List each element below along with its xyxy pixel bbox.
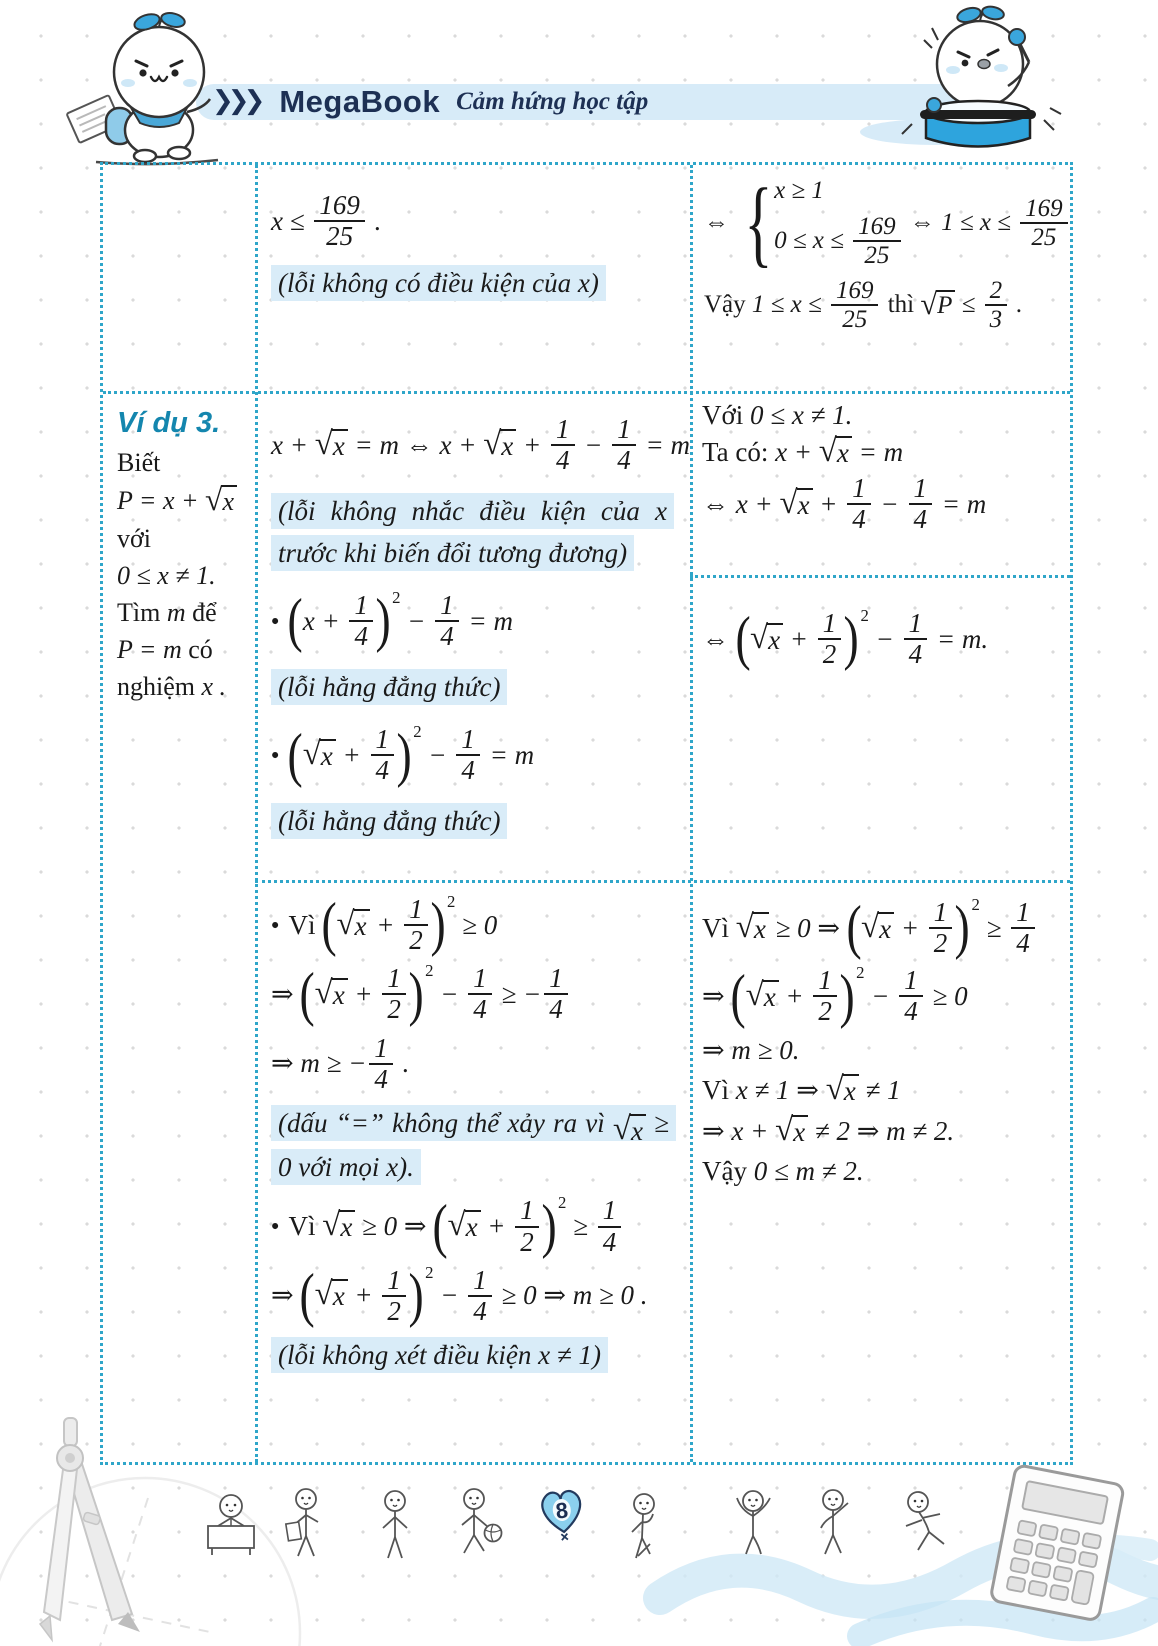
math-line: ⇒ ( √ x + $\frac{1}{2}$ ) 2 − $\frac{1}{4}$ ≥ − $\frac{1}{4}$ xyxy=(271,964,676,1024)
error-note: (lỗi không có điều kiện của x) xyxy=(271,263,672,305)
math-line: ● Vì ( √ x + $\frac{1}{2}$ ) 2 ≥ 0 xyxy=(271,891,498,959)
logo-band xyxy=(196,84,998,120)
solution-table xyxy=(100,162,1073,1465)
logo-chevrons-icon: ❯❯❯ xyxy=(212,86,260,116)
math-line: ⇔ { x ≥ 1 0 ≤ x ≤ $\frac{169}{25}$ ⇔ 1 ≤ x ≤ $\frac{169}{25}$ xyxy=(704,177,1070,269)
error-note: (dấu “=” không thể xảy ra vì √ x ≥ 0 với mọi x). xyxy=(271,1103,676,1188)
error-note: (lỗi không nhắc điều kiện của x trước khi biến đổi tương đương) xyxy=(271,491,674,575)
math-line: x + √ x = m ⇔ x + √ x + $\frac{1}{4}$ − $\frac{1}{4}$ = m xyxy=(271,414,690,476)
table-cell-wrong-solution-2 xyxy=(255,391,690,880)
math-line: P = m có xyxy=(117,634,213,664)
error-note: (lỗi hằng đẳng thức) xyxy=(271,801,674,843)
figure-greeting-icon xyxy=(808,1487,858,1559)
error-note: (lỗi hằng đẳng thức) xyxy=(271,667,674,709)
table-cell-example-statement xyxy=(103,391,255,1468)
math-line: x ≤ $\frac{169}{25}$ . xyxy=(271,190,382,252)
math-line: Vậy 1 ≤ x ≤ $\frac{169}{25}$ thì √ P ≤ $\frac{2}{3}$ . xyxy=(704,277,1023,333)
figure-standing-icon xyxy=(374,1490,416,1562)
table-cell-correct-solution-1 xyxy=(690,165,1076,391)
math-line: Vậy 0 ≤ m ≠ 2. xyxy=(702,1155,864,1186)
math-line: ⇒ ( √ x + $\frac{1}{2}$ ) 2 − $\frac{1}{4}$ ≥ 0 xyxy=(702,962,968,1030)
logo-tagline: Cảm hứng học tập xyxy=(456,88,649,115)
math-line: ● Vì √ x ≥ 0 ⇒ ( √ x + $\frac{1}{2}$ ) 2 ≥ $\frac{1}{4}$ xyxy=(271,1196,676,1256)
mascot-drummer-icon xyxy=(880,6,1075,156)
table-cell-correct-solution-3 xyxy=(690,880,1076,1468)
math-line: nghiệm x . xyxy=(117,671,227,701)
example-title: Ví dụ 3. xyxy=(117,407,221,439)
math-line: Tìm m để xyxy=(117,597,217,627)
figure-reading-desk-icon xyxy=(196,1492,266,1558)
table-cell-correct-solution-2b xyxy=(690,575,1076,880)
table-cell-wrong-solution-1 xyxy=(255,165,690,391)
error-note: (lỗi không xét điều kiện x ≠ 1) xyxy=(271,1335,676,1376)
math-line: Ta có: x + √ x = m xyxy=(702,433,904,469)
page-number: 8 xyxy=(554,1497,570,1524)
math-line: Biết xyxy=(117,448,161,477)
figure-waving-icon xyxy=(726,1486,780,1558)
table-cell-wrong-solution-3 xyxy=(255,880,690,1468)
math-line: với xyxy=(117,523,151,553)
math-line: ⇔ ( √ x + $\frac{1}{2}$ ) 2 − $\frac{1}{4}$ = m. xyxy=(702,605,989,673)
figure-holding-paper-icon xyxy=(285,1488,333,1562)
math-line: ⇒ m ≥ − $\frac{1}{4}$ . xyxy=(271,1032,410,1094)
math-line: ⇒ m ≥ 0. xyxy=(702,1034,800,1065)
math-line: ⇔ x + √ x + $\frac{1}{4}$ − $\frac{1}{4}$ = m xyxy=(702,473,987,535)
compass-icon xyxy=(0,1418,210,1646)
mascot-walking-icon xyxy=(66,16,241,166)
math-line: Với 0 ≤ x ≠ 1. xyxy=(702,400,853,430)
math-line: ⇒ x + √ x ≠ 2 ⇒ m ≠ 2. xyxy=(702,1111,955,1148)
math-line: ● ( √ x + $\frac{1}{4}$ ) 2 − $\frac{1}{4}$ = m xyxy=(271,721,535,789)
page-number-heart xyxy=(534,1484,590,1544)
math-line: ⇒ ( √ x + $\frac{1}{2}$ ) 2 − $\frac{1}{4}$ ≥ 0 ⇒ m ≥ 0 . xyxy=(271,1262,648,1330)
math-line: Vì √ x ≥ 0 ⇒ ( √ x + $\frac{1}{2}$ ) 2 ≥ $\frac{1}{4}$ xyxy=(702,898,1072,958)
math-line: Vì x ≠ 1 ⇒ √ x ≠ 1 xyxy=(702,1070,901,1107)
figure-thinking-icon xyxy=(620,1492,664,1562)
math-line: ● ( x + $\frac{1}{4}$ ) 2 − $\frac{1}{4}$ = m xyxy=(271,587,513,655)
math-line: 0 ≤ x ≠ 1. xyxy=(117,560,216,590)
logo-text: MegaBook xyxy=(279,84,441,119)
figure-running-icon xyxy=(898,1490,958,1558)
figure-with-ball-icon xyxy=(452,1487,508,1561)
table-cell-correct-solution-2a xyxy=(690,391,1076,575)
math-line: P = x + √ x xyxy=(117,485,249,517)
